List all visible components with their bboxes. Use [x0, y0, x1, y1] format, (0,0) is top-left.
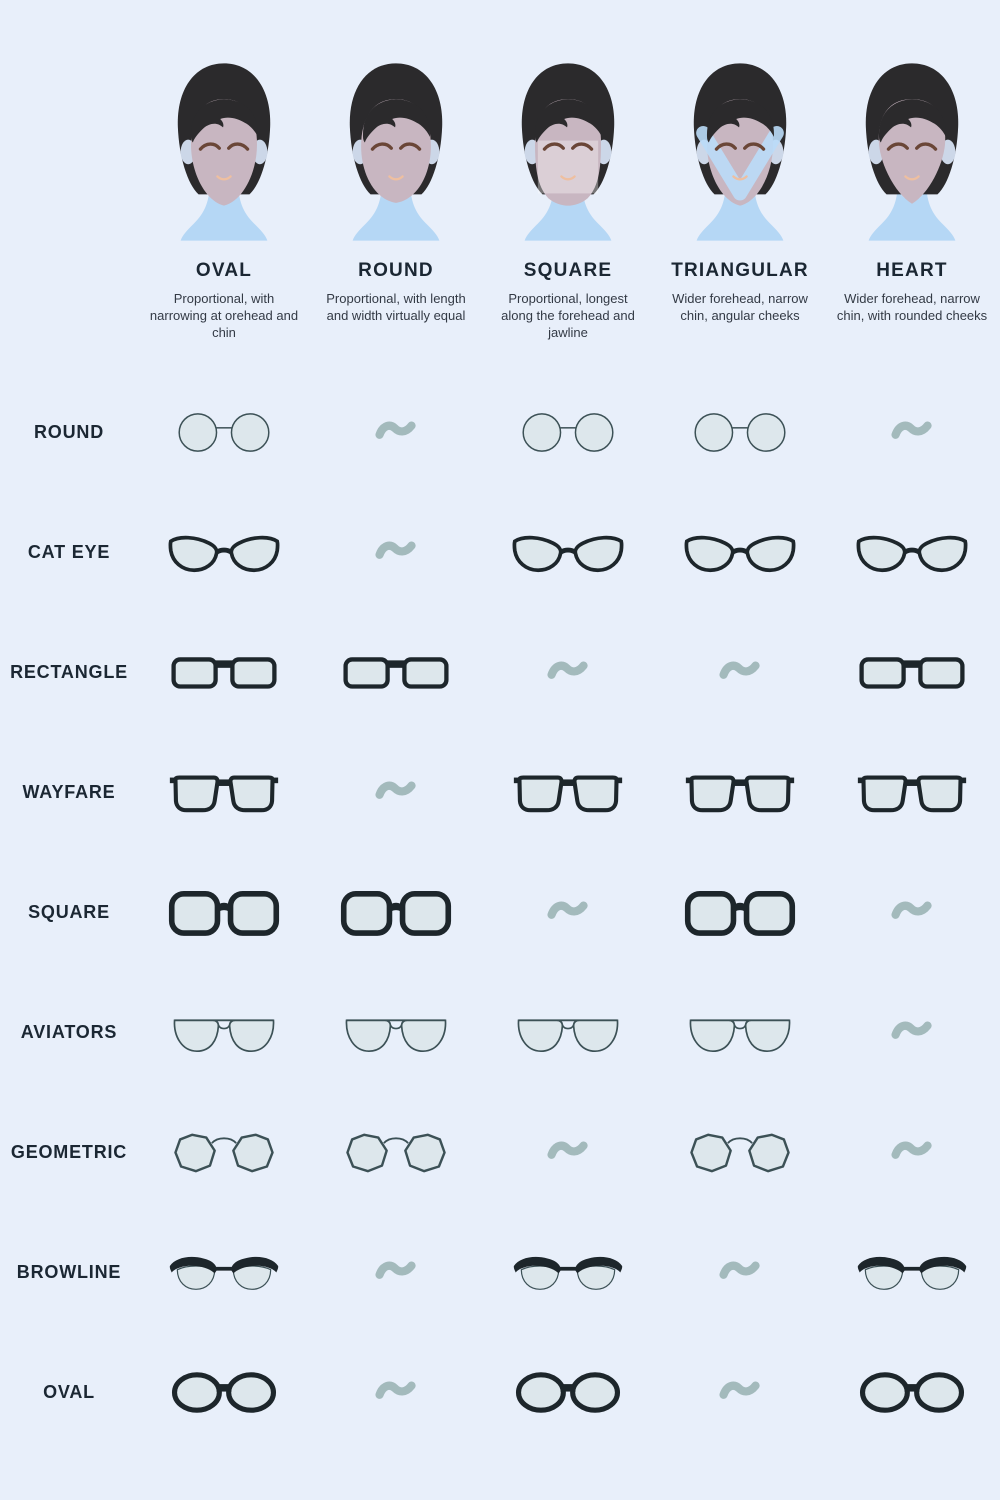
tilde-icon	[547, 660, 589, 684]
style-label: ROUND	[34, 421, 104, 442]
face-column-heart	[826, 52, 998, 324]
tilde-icon	[891, 420, 933, 444]
style-row-aviators	[0, 972, 998, 1092]
tilde-icon	[375, 1380, 417, 1404]
cat-eye-glasses-icon	[684, 528, 796, 577]
style-label: OVAL	[43, 1381, 95, 1402]
triangular-face-illustration	[654, 52, 826, 248]
style-label: CAT EYE	[27, 541, 111, 562]
face-description: Proportional, with narrowing at orehead and chin	[149, 291, 299, 341]
aviators-glasses-icon	[168, 1008, 280, 1057]
face-column-round	[310, 52, 482, 324]
round-glasses-icon	[168, 408, 280, 457]
cat-eye-glasses-icon	[512, 528, 624, 577]
face-label: HEART	[876, 260, 948, 281]
aviators-glasses-icon	[512, 1008, 624, 1057]
rectangle-glasses-icon	[168, 648, 280, 697]
wayfare-glasses-icon	[856, 768, 968, 817]
geometric-glasses-icon	[684, 1128, 796, 1177]
face-label: TRIANGULAR	[671, 260, 809, 281]
tilde-icon	[375, 780, 417, 804]
geometric-glasses-icon	[168, 1128, 280, 1177]
cat-eye-glasses-icon	[168, 528, 280, 577]
face-column-triangular	[654, 52, 826, 324]
face-description: Proportional, with length and width virtually equal	[326, 291, 466, 324]
style-label: AVIATORS	[20, 1021, 118, 1042]
tilde-icon	[719, 660, 761, 684]
square-glasses-icon	[684, 888, 796, 937]
square-glasses-icon	[168, 888, 280, 937]
square-face-illustration	[482, 52, 654, 248]
style-row-browline	[0, 1212, 998, 1332]
wayfare-glasses-icon	[684, 768, 796, 817]
face-column-square	[482, 52, 654, 341]
tilde-icon	[375, 1260, 417, 1284]
style-label: WAYFARE	[22, 781, 116, 802]
tilde-icon	[719, 1260, 761, 1284]
style-label: GEOMETRIC	[10, 1141, 128, 1162]
tilde-icon	[719, 1380, 761, 1404]
oval-face-illustration	[138, 52, 310, 248]
tilde-icon	[547, 1140, 589, 1164]
style-row-rectangle	[0, 612, 998, 732]
oval-glasses-icon	[856, 1368, 968, 1417]
style-label: BROWLINE	[16, 1261, 122, 1282]
oval-glasses-icon	[168, 1368, 280, 1417]
round-glasses-icon	[512, 408, 624, 457]
browline-glasses-icon	[512, 1248, 624, 1297]
geometric-glasses-icon	[340, 1128, 452, 1177]
browline-glasses-icon	[168, 1248, 280, 1297]
style-label: RECTANGLE	[10, 661, 128, 682]
round-face-illustration	[310, 52, 482, 248]
cat-eye-glasses-icon	[856, 528, 968, 577]
face-column-oval	[138, 52, 310, 341]
face-description: Wider forehead, narrow chin, with rounded cheeks	[836, 291, 988, 324]
round-glasses-icon	[684, 408, 796, 457]
tilde-icon	[375, 540, 417, 564]
style-row-square	[0, 852, 998, 972]
wayfare-glasses-icon	[512, 768, 624, 817]
wayfare-glasses-icon	[168, 768, 280, 817]
style-label: SQUARE	[28, 901, 110, 922]
aviators-glasses-icon	[340, 1008, 452, 1057]
tilde-icon	[891, 900, 933, 924]
aviators-glasses-icon	[684, 1008, 796, 1057]
face-label: ROUND	[358, 260, 434, 281]
rectangle-glasses-icon	[340, 648, 452, 697]
tilde-icon	[891, 1140, 933, 1164]
style-row-geometric	[0, 1092, 998, 1212]
style-row-oval	[0, 1332, 998, 1452]
matrix-rows	[0, 372, 998, 1452]
face-description: Proportional, longest along the forehead and jawline	[501, 291, 635, 341]
face-label: SQUARE	[523, 260, 613, 281]
face-label: OVAL	[195, 260, 253, 281]
browline-glasses-icon	[856, 1248, 968, 1297]
face-header-row	[0, 0, 998, 372]
heart-face-illustration	[826, 52, 998, 248]
square-glasses-icon	[340, 888, 452, 937]
style-row-wayfare	[0, 732, 998, 852]
style-row-round	[0, 372, 998, 492]
oval-glasses-icon	[512, 1368, 624, 1417]
face-description: Wider forehead, narrow chin, angular cheeks	[672, 291, 808, 324]
tilde-icon	[547, 900, 589, 924]
tilde-icon	[891, 1020, 933, 1044]
rectangle-glasses-icon	[856, 648, 968, 697]
tilde-icon	[375, 420, 417, 444]
style-row-cateye	[0, 492, 998, 612]
